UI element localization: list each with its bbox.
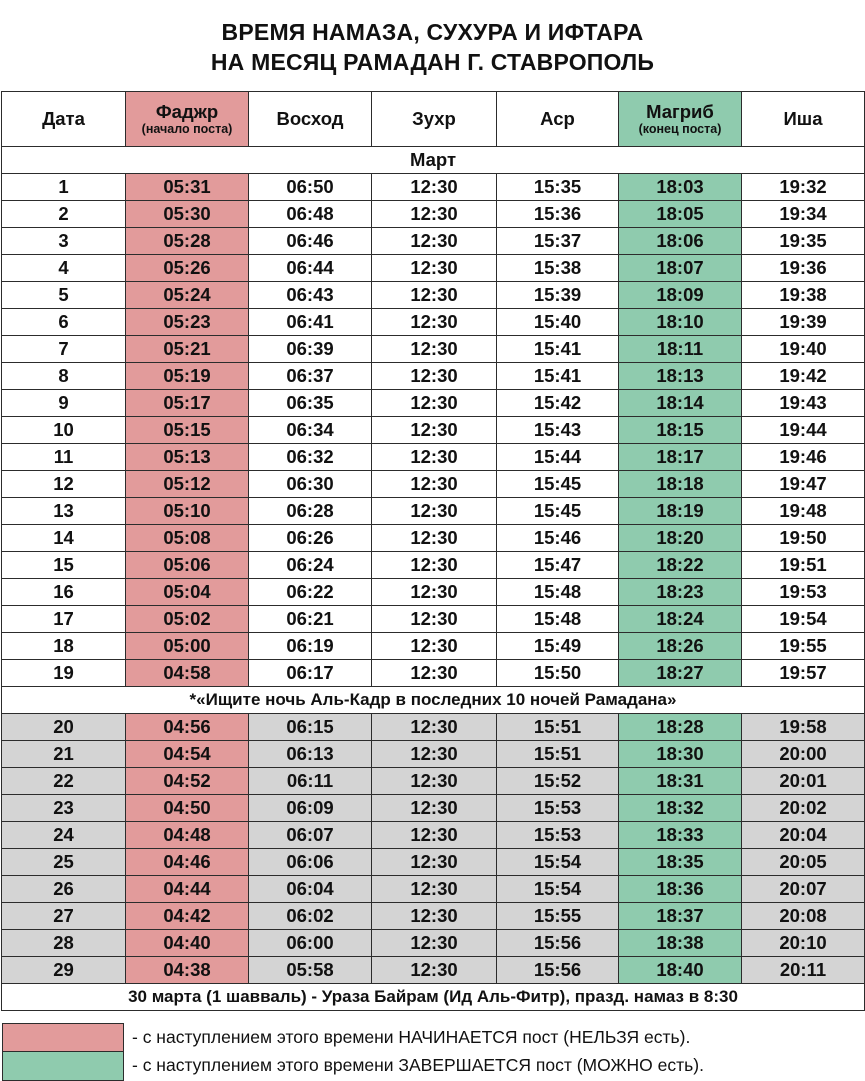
header-date: Дата: [2, 92, 126, 147]
cell-asr: 15:47: [497, 552, 619, 579]
cell-isha: 19:55: [742, 633, 865, 660]
cell-maghrib: 18:17: [619, 444, 742, 471]
cell-fajr: 05:21: [126, 336, 249, 363]
cell-day: 18: [2, 633, 126, 660]
table-row: [2, 633, 865, 660]
cell-day: 8: [2, 363, 126, 390]
cell-maghrib: 18:10: [619, 309, 742, 336]
cell-maghrib: 18:05: [619, 201, 742, 228]
cell-day: 6: [2, 309, 126, 336]
cell-maghrib: 18:23: [619, 579, 742, 606]
table-row: [2, 309, 865, 336]
cell-day: 26: [2, 876, 126, 903]
cell-isha: 20:11: [742, 957, 865, 984]
cell-maghrib: 18:03: [619, 174, 742, 201]
cell-dhuhr: 12:30: [372, 606, 497, 633]
cell-fajr: 04:58: [126, 660, 249, 687]
month-label: Март: [2, 147, 865, 174]
cell-sunrise: 06:48: [249, 201, 372, 228]
cell-isha: 20:08: [742, 903, 865, 930]
table-row: [2, 768, 865, 795]
cell-asr: 15:38: [497, 255, 619, 282]
cell-maghrib: 18:15: [619, 417, 742, 444]
cell-day: 29: [2, 957, 126, 984]
cell-dhuhr: 12:30: [372, 930, 497, 957]
cell-isha: 19:42: [742, 363, 865, 390]
cell-day: 12: [2, 471, 126, 498]
cell-day: 20: [2, 714, 126, 741]
cell-day: 22: [2, 768, 126, 795]
cell-fajr: 04:44: [126, 876, 249, 903]
cell-maghrib: 18:24: [619, 606, 742, 633]
cell-fajr: 05:02: [126, 606, 249, 633]
cell-isha: 20:02: [742, 795, 865, 822]
cell-sunrise: 06:17: [249, 660, 372, 687]
table-row: [2, 876, 865, 903]
cell-dhuhr: 12:30: [372, 282, 497, 309]
cell-maghrib: 18:28: [619, 714, 742, 741]
cell-day: 25: [2, 849, 126, 876]
cell-sunrise: 06:44: [249, 255, 372, 282]
cell-maghrib: 18:07: [619, 255, 742, 282]
table-row: [2, 795, 865, 822]
table-row: [2, 228, 865, 255]
header-isha: Иша: [742, 92, 865, 147]
table-row: [2, 660, 865, 687]
cell-day: 27: [2, 903, 126, 930]
page-title-line-1: ВРЕМЯ НАМАЗА, СУХУРА И ИФТАРА: [221, 19, 644, 45]
cell-sunrise: 06:15: [249, 714, 372, 741]
cell-isha: 19:36: [742, 255, 865, 282]
legend-maghrib: [0, 1050, 865, 1080]
cell-maghrib: 18:37: [619, 903, 742, 930]
cell-fajr: 04:40: [126, 930, 249, 957]
cell-sunrise: 06:32: [249, 444, 372, 471]
table-row: [2, 552, 865, 579]
cell-isha: 19:54: [742, 606, 865, 633]
cell-fajr: 05:31: [126, 174, 249, 201]
cell-dhuhr: 12:30: [372, 336, 497, 363]
cell-sunrise: 06:06: [249, 849, 372, 876]
cell-isha: 20:04: [742, 822, 865, 849]
cell-sunrise: 06:11: [249, 768, 372, 795]
cell-fajr: 05:15: [126, 417, 249, 444]
cell-maghrib: 18:06: [619, 228, 742, 255]
cell-fajr: 05:19: [126, 363, 249, 390]
cell-sunrise: 06:00: [249, 930, 372, 957]
header-fajr: [126, 92, 249, 147]
cell-isha: 19:34: [742, 201, 865, 228]
cell-sunrise: 06:35: [249, 390, 372, 417]
cell-isha: 19:43: [742, 390, 865, 417]
cell-dhuhr: 12:30: [372, 795, 497, 822]
cell-day: 1: [2, 174, 126, 201]
cell-dhuhr: 12:30: [372, 444, 497, 471]
cell-dhuhr: 12:30: [372, 876, 497, 903]
table-row: [2, 714, 865, 741]
cell-day: 9: [2, 390, 126, 417]
prayer-times-table: [1, 91, 865, 1011]
cell-asr: 15:48: [497, 606, 619, 633]
cell-isha: 19:58: [742, 714, 865, 741]
cell-isha: 19:51: [742, 552, 865, 579]
cell-isha: 19:47: [742, 471, 865, 498]
cell-asr: 15:45: [497, 471, 619, 498]
cell-isha: 19:48: [742, 498, 865, 525]
cell-isha: 19:39: [742, 309, 865, 336]
cell-isha: 19:53: [742, 579, 865, 606]
cell-dhuhr: 12:30: [372, 552, 497, 579]
cell-asr: 15:51: [497, 741, 619, 768]
cell-dhuhr: 12:30: [372, 660, 497, 687]
cell-day: 28: [2, 930, 126, 957]
cell-dhuhr: 12:30: [372, 201, 497, 228]
cell-dhuhr: 12:30: [372, 255, 497, 282]
cell-isha: 19:32: [742, 174, 865, 201]
cell-dhuhr: 12:30: [372, 417, 497, 444]
cell-asr: 15:44: [497, 444, 619, 471]
cell-sunrise: 06:37: [249, 363, 372, 390]
cell-day: 7: [2, 336, 126, 363]
cell-dhuhr: 12:30: [372, 633, 497, 660]
cell-day: 21: [2, 741, 126, 768]
cell-dhuhr: 12:30: [372, 714, 497, 741]
cell-asr: 15:52: [497, 768, 619, 795]
cell-sunrise: 06:46: [249, 228, 372, 255]
eid-footer-note: 30 марта (1 шавваль) - Ураза Байрам (Ид Аль-Фитр), празд. намаз в 8:30: [2, 984, 865, 1011]
cell-maghrib: 18:09: [619, 282, 742, 309]
cell-maghrib: 18:11: [619, 336, 742, 363]
cell-fajr: 04:38: [126, 957, 249, 984]
header-dhuhr: Зухр: [372, 92, 497, 147]
legend-fajr: [0, 1022, 865, 1052]
cell-day: 3: [2, 228, 126, 255]
cell-fajr: 04:52: [126, 768, 249, 795]
cell-asr: 15:53: [497, 822, 619, 849]
cell-sunrise: 06:21: [249, 606, 372, 633]
cell-sunrise: 06:07: [249, 822, 372, 849]
cell-fajr: 04:48: [126, 822, 249, 849]
cell-maghrib: 18:35: [619, 849, 742, 876]
cell-isha: 20:10: [742, 930, 865, 957]
table-row: [2, 471, 865, 498]
cell-day: 13: [2, 498, 126, 525]
cell-fajr: 05:00: [126, 633, 249, 660]
header-asr: Аср: [497, 92, 619, 147]
cell-sunrise: 06:50: [249, 174, 372, 201]
cell-asr: 15:55: [497, 903, 619, 930]
cell-asr: 15:54: [497, 849, 619, 876]
cell-isha: 20:07: [742, 876, 865, 903]
table-row: [2, 174, 865, 201]
cell-isha: 19:35: [742, 228, 865, 255]
table-row: [2, 363, 865, 390]
table-row: [2, 498, 865, 525]
cell-day: 10: [2, 417, 126, 444]
cell-maghrib: 18:30: [619, 741, 742, 768]
cell-fajr: 05:13: [126, 444, 249, 471]
cell-isha: 20:00: [742, 741, 865, 768]
cell-maghrib: 18:13: [619, 363, 742, 390]
cell-dhuhr: 12:30: [372, 498, 497, 525]
cell-asr: 15:40: [497, 309, 619, 336]
cell-isha: 19:46: [742, 444, 865, 471]
cell-dhuhr: 12:30: [372, 579, 497, 606]
cell-maghrib: 18:14: [619, 390, 742, 417]
cell-asr: 15:39: [497, 282, 619, 309]
cell-fajr: 05:06: [126, 552, 249, 579]
cell-day: 4: [2, 255, 126, 282]
cell-maghrib: 18:18: [619, 471, 742, 498]
cell-fajr: 05:28: [126, 228, 249, 255]
cell-sunrise: 06:13: [249, 741, 372, 768]
cell-fajr: 05:30: [126, 201, 249, 228]
cell-fajr: 05:04: [126, 579, 249, 606]
cell-sunrise: 06:43: [249, 282, 372, 309]
cell-dhuhr: 12:30: [372, 174, 497, 201]
header-fajr-label: Фаджр: [155, 101, 219, 122]
table-row: [2, 822, 865, 849]
cell-maghrib: 18:38: [619, 930, 742, 957]
cell-sunrise: 06:02: [249, 903, 372, 930]
cell-maghrib: 18:31: [619, 768, 742, 795]
cell-day: 24: [2, 822, 126, 849]
cell-asr: 15:48: [497, 579, 619, 606]
table-row: [2, 282, 865, 309]
cell-asr: 15:45: [497, 498, 619, 525]
cell-day: 14: [2, 525, 126, 552]
cell-fajr: 04:42: [126, 903, 249, 930]
cell-fajr: 04:50: [126, 795, 249, 822]
cell-day: 11: [2, 444, 126, 471]
cell-maghrib: 18:40: [619, 957, 742, 984]
cell-fajr: 05:10: [126, 498, 249, 525]
cell-isha: 20:01: [742, 768, 865, 795]
cell-sunrise: 06:09: [249, 795, 372, 822]
cell-fajr: 05:12: [126, 471, 249, 498]
table-row: [2, 417, 865, 444]
table-row: [2, 741, 865, 768]
table-row: [2, 606, 865, 633]
cell-dhuhr: 12:30: [372, 471, 497, 498]
month-row: [2, 147, 865, 174]
cell-asr: 15:49: [497, 633, 619, 660]
cell-asr: 15:54: [497, 876, 619, 903]
cell-maghrib: 18:26: [619, 633, 742, 660]
cell-maghrib: 18:19: [619, 498, 742, 525]
laylat-al-qadr-note: *«Ищите ночь Аль-Кадр в последних 10 ночей Рамадана»: [2, 687, 865, 714]
cell-asr: 15:43: [497, 417, 619, 444]
cell-sunrise: 06:30: [249, 471, 372, 498]
cell-asr: 15:42: [497, 390, 619, 417]
cell-fajr: 04:54: [126, 741, 249, 768]
cell-sunrise: 06:34: [249, 417, 372, 444]
cell-day: 2: [2, 201, 126, 228]
cell-dhuhr: 12:30: [372, 363, 497, 390]
cell-maghrib: 18:36: [619, 876, 742, 903]
cell-fajr: 05:08: [126, 525, 249, 552]
cell-asr: 15:56: [497, 957, 619, 984]
cell-dhuhr: 12:30: [372, 741, 497, 768]
cell-sunrise: 06:04: [249, 876, 372, 903]
header-fajr-subtitle: (начало поста): [141, 122, 233, 136]
table-header-row: [2, 92, 865, 147]
cell-sunrise: 06:26: [249, 525, 372, 552]
cell-maghrib: 18:27: [619, 660, 742, 687]
footer-row: [2, 984, 865, 1011]
cell-fajr: 05:26: [126, 255, 249, 282]
table-row: [2, 903, 865, 930]
cell-isha: 19:38: [742, 282, 865, 309]
cell-isha: 20:05: [742, 849, 865, 876]
cell-dhuhr: 12:30: [372, 903, 497, 930]
cell-isha: 19:40: [742, 336, 865, 363]
cell-sunrise: 06:28: [249, 498, 372, 525]
cell-maghrib: 18:20: [619, 525, 742, 552]
cell-isha: 19:57: [742, 660, 865, 687]
cell-dhuhr: 12:30: [372, 309, 497, 336]
cell-asr: 15:46: [497, 525, 619, 552]
legend-maghrib-swatch: [2, 1051, 124, 1081]
table-row: [2, 336, 865, 363]
cell-day: 23: [2, 795, 126, 822]
table-row: [2, 201, 865, 228]
table-row: [2, 255, 865, 282]
cell-dhuhr: 12:30: [372, 849, 497, 876]
cell-day: 5: [2, 282, 126, 309]
cell-maghrib: 18:22: [619, 552, 742, 579]
cell-dhuhr: 12:30: [372, 957, 497, 984]
table-row: [2, 930, 865, 957]
cell-sunrise: 06:22: [249, 579, 372, 606]
table-row: [2, 579, 865, 606]
cell-dhuhr: 12:30: [372, 228, 497, 255]
header-sunrise: Восход: [249, 92, 372, 147]
cell-sunrise: 06:41: [249, 309, 372, 336]
table-row: [2, 957, 865, 984]
table-row: [2, 444, 865, 471]
cell-dhuhr: 12:30: [372, 822, 497, 849]
cell-asr: 15:35: [497, 174, 619, 201]
cell-day: 17: [2, 606, 126, 633]
cell-dhuhr: 12:30: [372, 525, 497, 552]
cell-day: 19: [2, 660, 126, 687]
cell-isha: 19:44: [742, 417, 865, 444]
cell-fajr: 05:23: [126, 309, 249, 336]
legend-fajr-swatch: [2, 1023, 124, 1053]
cell-asr: 15:41: [497, 363, 619, 390]
cell-isha: 19:50: [742, 525, 865, 552]
cell-maghrib: 18:32: [619, 795, 742, 822]
cell-sunrise: 06:39: [249, 336, 372, 363]
cell-day: 16: [2, 579, 126, 606]
page-title-line-2: НА МЕСЯЦ РАМАДАН Г. СТАВРОПОЛЬ: [210, 49, 655, 75]
table-row: [2, 390, 865, 417]
cell-fajr: 04:56: [126, 714, 249, 741]
table-row: [2, 849, 865, 876]
cell-asr: 15:51: [497, 714, 619, 741]
header-maghrib-label: Магриб: [646, 101, 714, 122]
cell-asr: 15:53: [497, 795, 619, 822]
cell-sunrise: 06:19: [249, 633, 372, 660]
cell-asr: 15:50: [497, 660, 619, 687]
cell-sunrise: 05:58: [249, 957, 372, 984]
legend-maghrib-text: - с наступлением этого времени ЗАВЕРШАЕТСЯ пост (МОЖНО есть).: [132, 1055, 704, 1075]
cell-maghrib: 18:33: [619, 822, 742, 849]
legend-fajr-text: - с наступлением этого времени НАЧИНАЕТСЯ пост (НЕЛЬЗЯ есть).: [132, 1027, 691, 1047]
cell-asr: 15:37: [497, 228, 619, 255]
cell-asr: 15:56: [497, 930, 619, 957]
table-row: [2, 525, 865, 552]
cell-asr: 15:41: [497, 336, 619, 363]
cell-fajr: 05:17: [126, 390, 249, 417]
header-maghrib-subtitle: (конец поста): [638, 122, 722, 136]
cell-dhuhr: 12:30: [372, 768, 497, 795]
cell-day: 15: [2, 552, 126, 579]
cell-fajr: 05:24: [126, 282, 249, 309]
cell-dhuhr: 12:30: [372, 390, 497, 417]
note-row: [2, 687, 865, 714]
cell-asr: 15:36: [497, 201, 619, 228]
header-maghrib: [619, 92, 742, 147]
cell-sunrise: 06:24: [249, 552, 372, 579]
cell-fajr: 04:46: [126, 849, 249, 876]
